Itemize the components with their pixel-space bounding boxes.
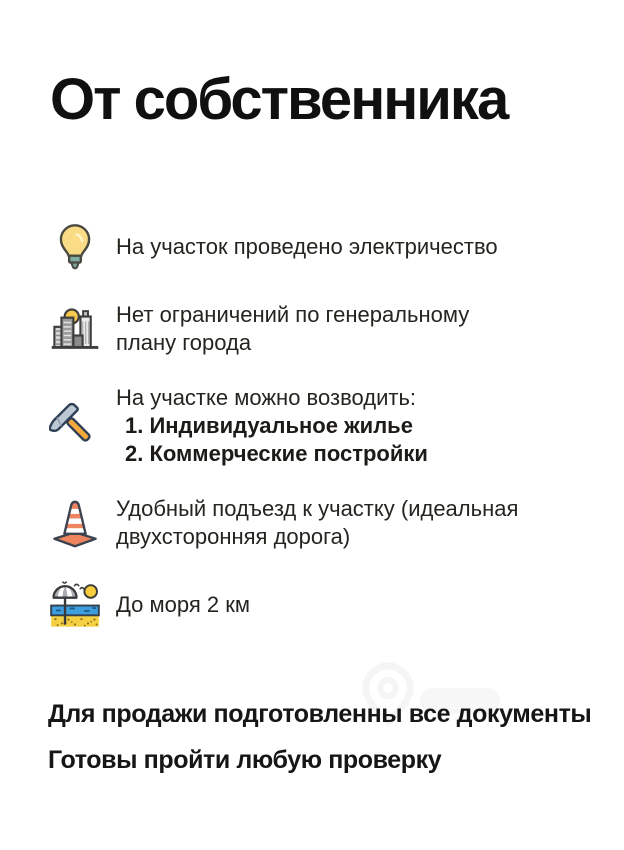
feature-text <box>116 591 250 619</box>
lightbulb-icon <box>48 220 102 274</box>
numbered-item: 2. Коммерческие постройки <box>125 440 428 466</box>
list-item-electricity <box>48 220 548 274</box>
footer-line-documents: Для продажи подготовленны все документы <box>48 700 592 728</box>
feature-line: двухсторонняя дорога) <box>116 523 351 549</box>
beach-icon <box>48 578 102 632</box>
footer-line-inspection: Готовы пройти любую проверку <box>48 745 442 774</box>
list-item-general-plan <box>48 301 548 357</box>
feature-line: На участок проведено электричество <box>116 234 498 260</box>
traffic-cone-icon <box>48 496 102 550</box>
hammer-icon <box>48 399 102 453</box>
feature-line: Нет ограничений по генеральному <box>116 302 470 327</box>
page-title: От собственника <box>50 67 508 132</box>
feature-list <box>48 220 548 632</box>
feature-heading: На участке можно возводить: <box>116 384 417 410</box>
numbered-item: 1. Индивидуальное жилье <box>125 412 413 438</box>
feature-text <box>116 384 428 468</box>
feature-text <box>116 301 469 357</box>
list-item-road-access <box>48 495 548 551</box>
feature-line: плану города <box>116 329 252 355</box>
footer-claims <box>48 700 591 792</box>
feature-text <box>116 495 518 551</box>
city-buildings-icon <box>48 302 102 356</box>
feature-line: Удобный подъезд к участку (идеальная <box>116 495 519 521</box>
feature-text <box>116 233 498 261</box>
list-item-sea-distance <box>48 578 548 632</box>
feature-line: До моря 2 км <box>116 591 250 617</box>
list-item-construction <box>48 384 548 468</box>
